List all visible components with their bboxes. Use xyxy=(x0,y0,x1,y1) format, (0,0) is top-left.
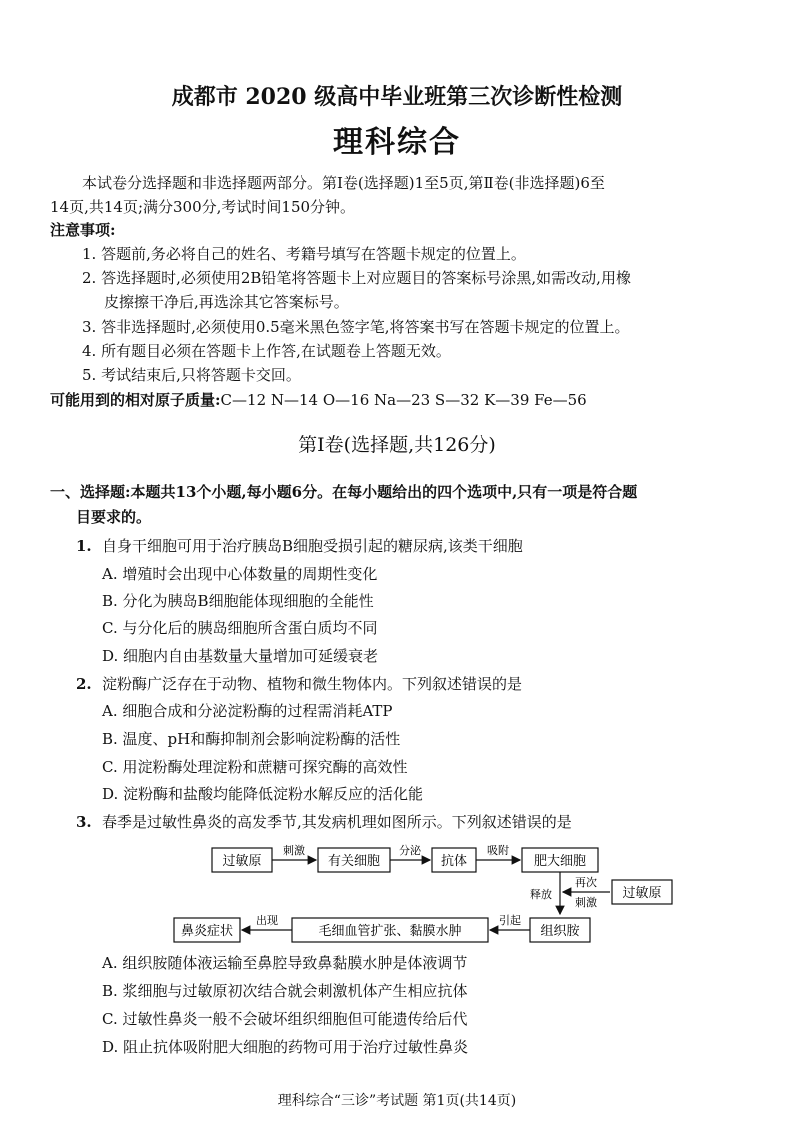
arrow-again-label: 再次 xyxy=(575,876,597,889)
exam-title: 成都市 2020 级高中毕业班第三次诊断性检测 xyxy=(171,84,623,110)
box-histamine-label: 组织胺 xyxy=(540,924,580,939)
arrow-stimulate-label: 刺激 xyxy=(283,844,305,857)
question-2-text: 淀粉酶广泛存在于动物、植物和微生物体内。下列叙述错误的是 xyxy=(102,675,523,693)
notice-item-5: 5. 考试结束后,只将答题卡交回。 xyxy=(82,366,301,384)
box-related-cell-label: 有关细胞 xyxy=(327,854,381,869)
intro-line-2: 14页,共14页;满分300分,考试时间150分钟。 xyxy=(50,198,356,216)
question-1-option-b: B. 分化为胰岛B细胞能体现细胞的全能性 xyxy=(102,592,374,610)
question-3-text: 春季是过敏性鼻炎的高发季节,其发病机理如图所示。下列叙述错误的是 xyxy=(102,813,572,831)
question-2-option-a: A. 细胞合成和分泌淀粉酶的过程需消耗ATP xyxy=(102,702,393,720)
arrow-appear-label: 出现 xyxy=(256,914,278,927)
question-1-option-c: C. 与分化后的胰岛细胞所含蛋白质均不同 xyxy=(102,619,378,637)
arrow-release-label: 释放 xyxy=(530,888,552,901)
section-instruction-2: 目要求的。 xyxy=(76,508,152,526)
box-capillary-label: 毛细血管扩张、黏膜水肿 xyxy=(318,924,462,939)
notice-heading: 注意事项: xyxy=(50,221,116,239)
section-heading: 第Ⅰ卷(选择题,共126分) xyxy=(298,434,496,456)
notice-item-4: 4. 所有题目必须在答题卡上作答,在试题卷上答题无效。 xyxy=(82,342,451,360)
question-3-stem xyxy=(76,811,572,833)
question-2-stem xyxy=(76,673,522,695)
question-1-number: 1. xyxy=(76,537,92,555)
question-3-option-b: B. 浆细胞与过敏原初次结合就会刺激机体产生相应抗体 xyxy=(102,982,468,1000)
question-3-option-a: A. 组织胺随体液运输至鼻腔导致鼻黏膜水肿是体液调节 xyxy=(102,954,468,972)
question-2-option-c: C. 用淀粉酶处理淀粉和蔗糖可探究酶的高效性 xyxy=(102,758,408,776)
question-3-option-c: C. 过敏性鼻炎一般不会破坏组织细胞但可能遗传给后代 xyxy=(102,1010,468,1028)
question-2-option-d: D. 淀粉酶和盐酸均能降低淀粉水解反应的活化能 xyxy=(102,785,424,803)
section-instruction-1: 一、选择题:本题共13个小题,每小题6分。在每小题给出的四个选项中,只有一项是符合题 xyxy=(50,483,638,501)
arrow-cause-label: 引起 xyxy=(499,914,521,927)
allergy-mechanism-diagram xyxy=(160,838,680,948)
page-footer: 理科综合“三诊”考试题 第1页(共14页) xyxy=(277,1093,517,1109)
box-mast-cell-label: 肥大细胞 xyxy=(533,854,587,869)
question-1-text: 自身干细胞可用于治疗胰岛B细胞受损引起的糖尿病,该类干细胞 xyxy=(102,537,523,555)
question-2-number: 2. xyxy=(76,675,92,693)
box-allergen-2-label: 过敏原 xyxy=(622,886,662,901)
question-3-number: 3. xyxy=(76,813,92,831)
box-allergen-label: 过敏原 xyxy=(222,854,262,869)
subject-title: 理科综合 xyxy=(333,125,461,160)
question-3-option-d: D. 阻止抗体吸附肥大细胞的药物可用于治疗过敏性鼻炎 xyxy=(102,1038,469,1056)
question-1-option-a: A. 增殖时会出现中心体数量的周期性变化 xyxy=(102,565,378,583)
box-symptom-label: 鼻炎症状 xyxy=(180,924,234,939)
notice-item-2-cont: 皮擦擦干净后,再选涂其它答案标号。 xyxy=(104,293,349,311)
arrow-adsorb-label: 吸附 xyxy=(487,844,509,857)
question-1-stem xyxy=(76,535,523,557)
box-antibody-label: 抗体 xyxy=(440,854,468,869)
intro-line-1: 本试卷分选择题和非选择题两部分。第Ⅰ卷(选择题)1至5页,第Ⅱ卷(非选择题)6至 xyxy=(82,174,605,192)
arrow-stimulate2-label: 刺激 xyxy=(575,896,597,909)
notice-item-2: 2. 答选择题时,必须使用2B铅笔将答题卡上对应题目的答案标号涂黑,如需改动,用橡 xyxy=(82,269,631,287)
arrow-secrete-label: 分泌 xyxy=(399,844,421,857)
atomic-mass-label: 可能用到的相对原子质量: xyxy=(50,391,221,409)
notice-item-3: 3. 答非选择题时,必须使用0.5毫米黑色签字笔,将答案书写在答题卡规定的位置上。 xyxy=(82,318,630,336)
notice-item-1: 1. 答题前,务必将自己的姓名、考籍号填写在答题卡规定的位置上。 xyxy=(82,245,526,263)
atomic-mass-line xyxy=(50,389,587,411)
question-2-option-b: B. 温度、pH和酶抑制剂会影响淀粉酶的活性 xyxy=(102,730,401,748)
question-1-option-d: D. 细胞内自由基数量大量增加可延缓衰老 xyxy=(102,647,379,665)
atomic-mass-values: C—12 N—14 O—16 Na—23 S—32 K—39 Fe—56 xyxy=(220,391,587,409)
